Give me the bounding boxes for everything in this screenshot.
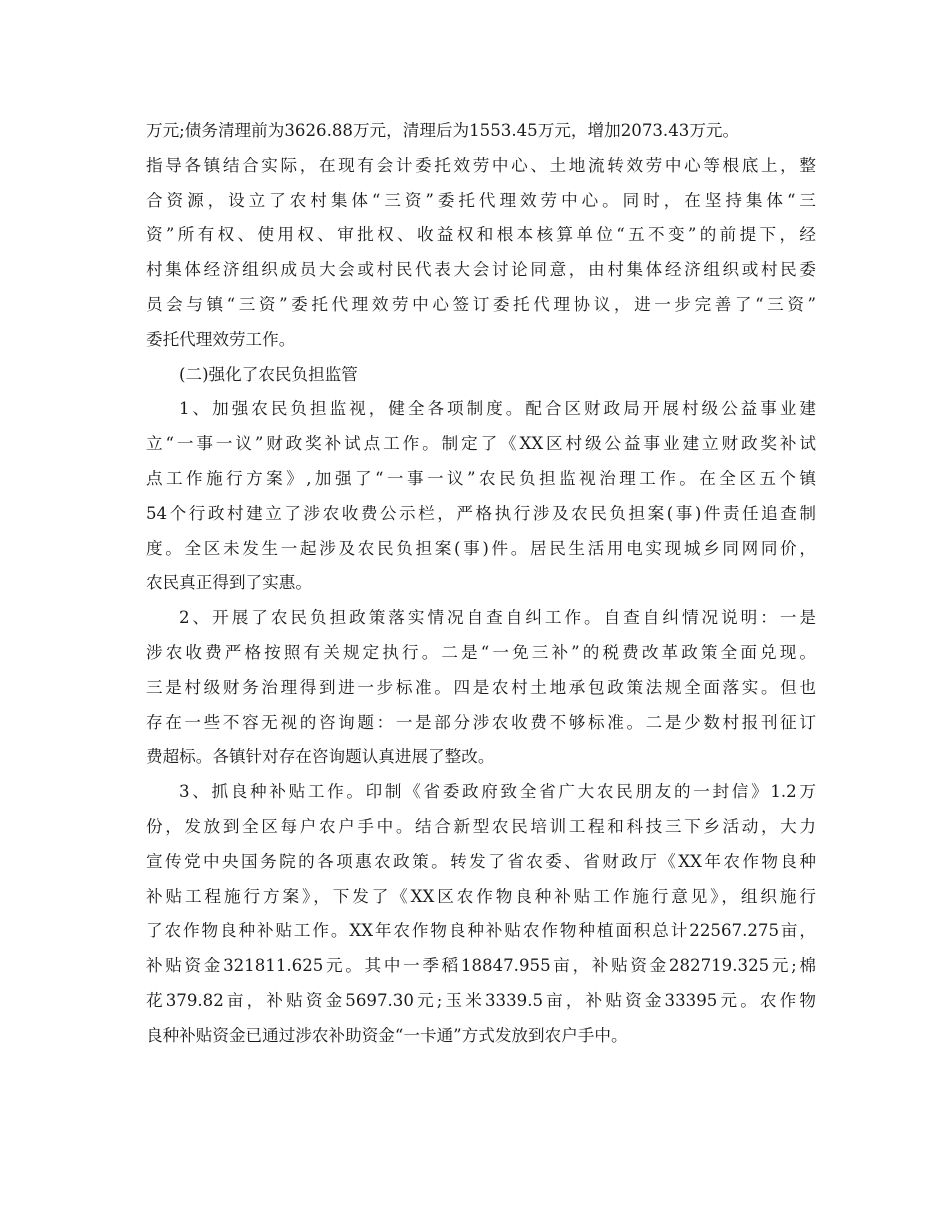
text-line: 合资源，设立了农村集体“三资”委托代理效劳中心。同时，在坚持集体“三 <box>146 190 816 210</box>
text-line: 补贴工程施行方案》，下发了《XX区农作物良种补贴工作施行意见》，组织施行 <box>146 886 816 906</box>
text-line: 三是村级财务治理得到进一步标准。四是农村土地承包政策法规全面落实。但也 <box>146 677 816 697</box>
text-line: 度。全区未发生一起涉及农民负担案(事)件。居民生活用电实现城乡同网同价， <box>146 538 816 558</box>
text-line: 费超标。各镇针对存在咨询题认真进展了整改。 <box>146 747 495 767</box>
text-line: 点工作施行方案》,加强了“一事一议”农民负担监视治理工作。在全区五个镇 <box>146 468 816 488</box>
text-line: 补贴资金321811.625元。其中一季稻18847.955亩，补贴资金282719.325元;棉 <box>146 956 816 976</box>
text-line: 农民真正得到了实惠。 <box>146 573 312 593</box>
text-line: 1、加强农民负担监视，健全各项制度。配合区财政局开展村级公益事业建 <box>179 399 816 419</box>
document-body <box>146 114 816 1054</box>
text-line: 54个行政村建立了涉农收费公示栏，严格执行涉及农民负担案(事)件责任追查制 <box>146 503 816 523</box>
text-line: 涉农收费严格按照有关规定执行。二是“一免三补”的税费改革政策全面兑现。 <box>146 642 816 662</box>
text-line: 立“一事一议”财政奖补试点工作。制定了《XX区村级公益事业建立财政奖补试 <box>146 434 816 454</box>
text-line: 指导各镇结合实际，在现有会计委托效劳中心、土地流转效劳中心等根底上，整 <box>146 155 816 175</box>
text-line: 万元;债务清理前为3626.88万元，清理后为1553.45万元，增加2073.43万元。 <box>146 121 740 140</box>
text-line: 宣传党中央国务院的各项惠农政策。转发了省农委、省财政厅《XX年农作物良种 <box>146 851 816 871</box>
text-line: 存在一些不容无视的咨询题：一是部分涉农收费不够标准。二是少数村报刊征订 <box>146 712 816 732</box>
text-line: 3、抓良种补贴工作。印制《省委政府致全省广大农民朋友的一封信》1.2万 <box>179 782 816 802</box>
text-line: 花379.82亩，补贴资金5697.30元;玉米3339.5亩，补贴资金33395元。农作物 <box>146 990 816 1010</box>
text-line: 员会与镇“三资”委托代理效劳中心签订委托代理协议，进一步完善了“三资” <box>146 294 816 314</box>
text-line: (二)强化了农民负担监管 <box>179 364 358 384</box>
text-line: 良种补贴资金已通过涉农补助资金“一卡通”方式发放到农户手中。 <box>146 1025 628 1045</box>
text-line: 资”所有权、使用权、审批权、收益权和根本核算单位“五不变”的前提下，经 <box>146 225 816 245</box>
text-line: 2、开展了农民负担政策落实情况自查自纠工作。自查自纠情况说明：一是 <box>179 608 816 628</box>
text-line: 份，发放到全区每户农户手中。结合新型农民培训工程和科技三下乡活动，大力 <box>146 816 816 836</box>
text-line: 村集体经济组织成员大会或村民代表大会讨论同意，由村集体经济组织或村民委 <box>146 260 816 280</box>
text-line: 委托代理效劳工作。 <box>146 329 296 349</box>
text-line: 了农作物良种补贴工作。XX年农作物良种补贴农作物种植面积总计22567.275亩， <box>146 921 816 941</box>
